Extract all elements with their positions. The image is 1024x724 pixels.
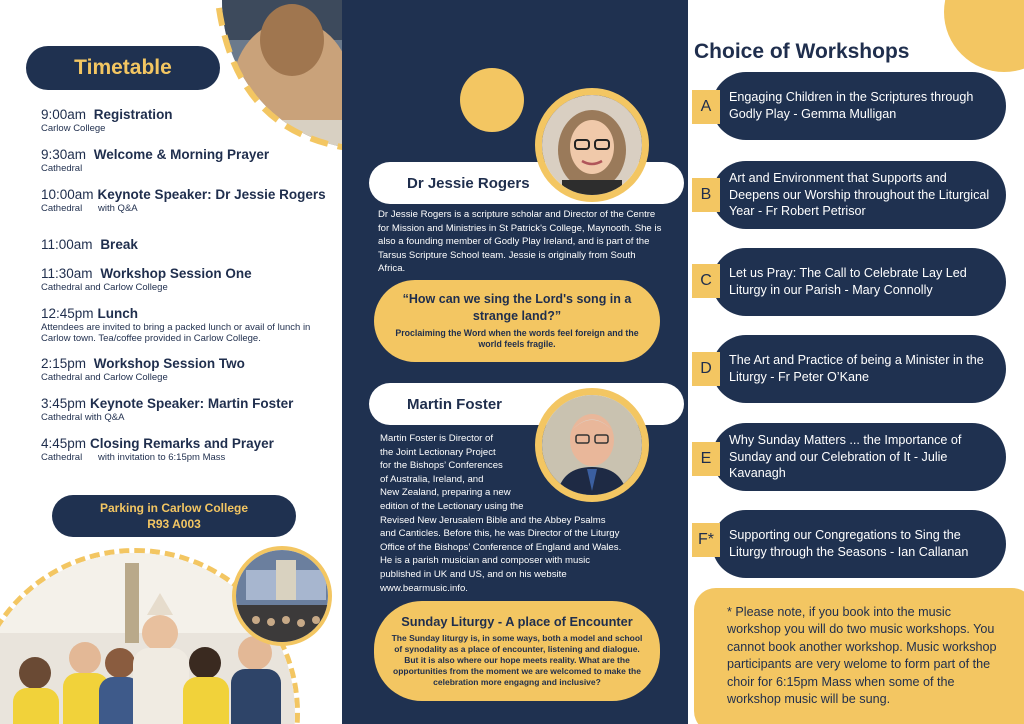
decorative-corner-circle: [944, 0, 1024, 72]
jessie-quote-box: [374, 280, 660, 362]
row-location: Cathedral with invitation to 6:15pm Mass: [41, 452, 226, 463]
row-location: Cathedral: [41, 163, 83, 174]
row-time: 10:00am: [41, 187, 94, 202]
bio-line: Office of the Bishops’ Conference of England and Wales.: [380, 541, 622, 553]
row-title: Workshop Session Two: [93, 356, 245, 371]
workshop-letter: D: [692, 352, 720, 386]
quote-subtitle: Proclaiming the Word when the words feel foreign and the world feels fragile.: [395, 327, 639, 350]
timetable-panel: [0, 0, 342, 724]
bio-line: published in UK and US, and on his website: [380, 569, 567, 581]
timetable-row: [41, 266, 341, 293]
bio-line: Martin Foster is Director of: [380, 433, 494, 444]
workshop-letter: E: [692, 442, 720, 476]
row-time: 9:00am: [41, 107, 87, 122]
timetable-row: [41, 187, 341, 214]
bio-line: Revised New Jerusalem Bible and the Abbey Psalms: [380, 514, 606, 526]
row-title: Workshop Session One: [100, 266, 252, 281]
workshops-heading: Choice of Workshops: [694, 40, 910, 63]
row-title: Welcome & Morning Prayer: [93, 147, 270, 162]
row-location: Attendees are invited to bring a packed lunch or avail of lunch in Carlow town. Tea/coffee provided in Carlow College.: [41, 322, 311, 345]
row-time: 9:30am: [41, 147, 87, 162]
workshop-text: Why Sunday Matters ... the Importance of Sunday and our Celebration of It - Julie Kavanagh: [712, 423, 1006, 491]
workshop-letter: B: [692, 178, 720, 212]
bio-line: edition of the Lectionary using the: [380, 501, 524, 513]
bio-line: of Australia, Ireland, and: [380, 473, 484, 485]
workshop-text: Let us Pray: The Call to Celebrate Lay Led Liturgy in our Parish - Mary Connolly: [712, 248, 1006, 316]
liturgy-text: The Sunday liturgy is, in some ways, both a model and school of synodality as a place of encounter, listening and dialogue. But it is also where our hope meets reality. What are the opportunities from the moment we are welcomed to make the celebration more engagng and inclusive?: [391, 632, 643, 688]
row-title: Keynote Speaker: Dr Jessie Rogers: [97, 187, 326, 202]
row-title: Closing Remarks and Prayer: [90, 436, 274, 451]
dashed-arc-decoration: [206, 0, 342, 170]
row-time: 11:00am: [41, 237, 93, 252]
workshop-text: Engaging Children in the Scriptures through Godly Play - Gemma Mulligan: [712, 72, 1006, 140]
parking-eircode: R93 A003: [147, 517, 201, 531]
timetable-row: [41, 306, 341, 345]
music-workshop-note: * Please note, if you book into the music workshop you will do two music workshops. You cannot book another workshop. Music workshop participants are very welome to form part of the choir for 6:15pm Mass when some of the workshop music will be sung.: [694, 588, 1024, 724]
timetable-row: [41, 147, 341, 174]
bio-line: New Zealand, preparing a new: [380, 487, 511, 499]
row-title: Keynote Speaker: Martin Foster: [90, 396, 294, 411]
quote-title: “How can we sing the Lord's song in a strange land?”: [402, 292, 632, 323]
row-time: 3:45pm: [41, 396, 87, 411]
row-location: Cathedral and Carlow College: [41, 372, 168, 383]
workshops-panel: [688, 0, 1024, 724]
timetable-row: [41, 396, 341, 423]
row-title: Break: [100, 237, 138, 252]
timetable-heading: Timetable: [26, 46, 220, 90]
row-location: Cathedral with Q&A: [41, 203, 138, 214]
row-time: 2:15pm: [41, 356, 87, 371]
bio-line: www.bearmusic.info.: [380, 582, 468, 594]
cathedral-photo: [232, 546, 332, 646]
bio-line: and Canticles. Before this, he was Director of the Liturgy: [380, 528, 620, 540]
speaker-name-martin: Martin Foster: [369, 383, 684, 425]
bio-line: the Joint Lectionary Project: [380, 446, 496, 458]
row-title: Lunch: [97, 306, 139, 321]
portrait-jessie-rogers: [535, 88, 649, 202]
timetable-row: [41, 107, 341, 134]
bio-jessie-rogers: Dr Jessie Rogers is a scripture scholar and Director of the Centre for Mission and Ministries in St Patrick's College, Maynooth. She is also a founding member of Godly Play Ireland, and is part of the Tarsus Scripture School team. Jessie is originally from South Africa.: [378, 209, 662, 275]
row-time: 11:30am: [41, 266, 93, 281]
workshop-letter: C: [692, 264, 720, 298]
workshop-letter: F*: [692, 523, 720, 557]
workshop-text: Supporting our Congregations to Sing the Liturgy through the Seasons - Ian Callanan: [712, 510, 1006, 578]
row-time: 12:45pm: [41, 306, 94, 321]
decorative-circle: [460, 68, 524, 132]
row-location: Cathedral and Carlow College: [41, 282, 168, 293]
bio-line: He is a parish musician and composer with music: [380, 555, 591, 567]
bio-martin-foster: [380, 432, 680, 595]
timetable-row: [41, 237, 341, 252]
liturgy-title: Sunday Liturgy - A place of Encounter: [401, 613, 633, 629]
parking-info: [52, 495, 296, 537]
row-location: Carlow College: [41, 123, 106, 134]
row-location: Cathedral with Q&A: [41, 412, 125, 423]
workshop-text: Art and Environment that Supports and Deepens our Worship throughout the Liturgical Year - Fr Robert Petrisor: [712, 161, 1006, 229]
speaker-name-jessie: Dr Jessie Rogers: [369, 162, 684, 204]
timetable-row: [41, 436, 341, 463]
row-title: Registration: [93, 107, 173, 122]
bio-line: for the Bishops’ Conferences: [380, 460, 503, 472]
speakers-panel: [342, 0, 688, 724]
row-time: 4:45pm: [41, 436, 87, 451]
parking-title: Parking in Carlow College: [99, 500, 249, 515]
workshop-letter: A: [692, 90, 720, 124]
sunday-liturgy-box: [374, 601, 660, 701]
timetable-row: [41, 356, 341, 383]
workshop-text: The Art and Practice of being a Minister in the Liturgy - Fr Peter O’Kane: [712, 335, 1006, 403]
